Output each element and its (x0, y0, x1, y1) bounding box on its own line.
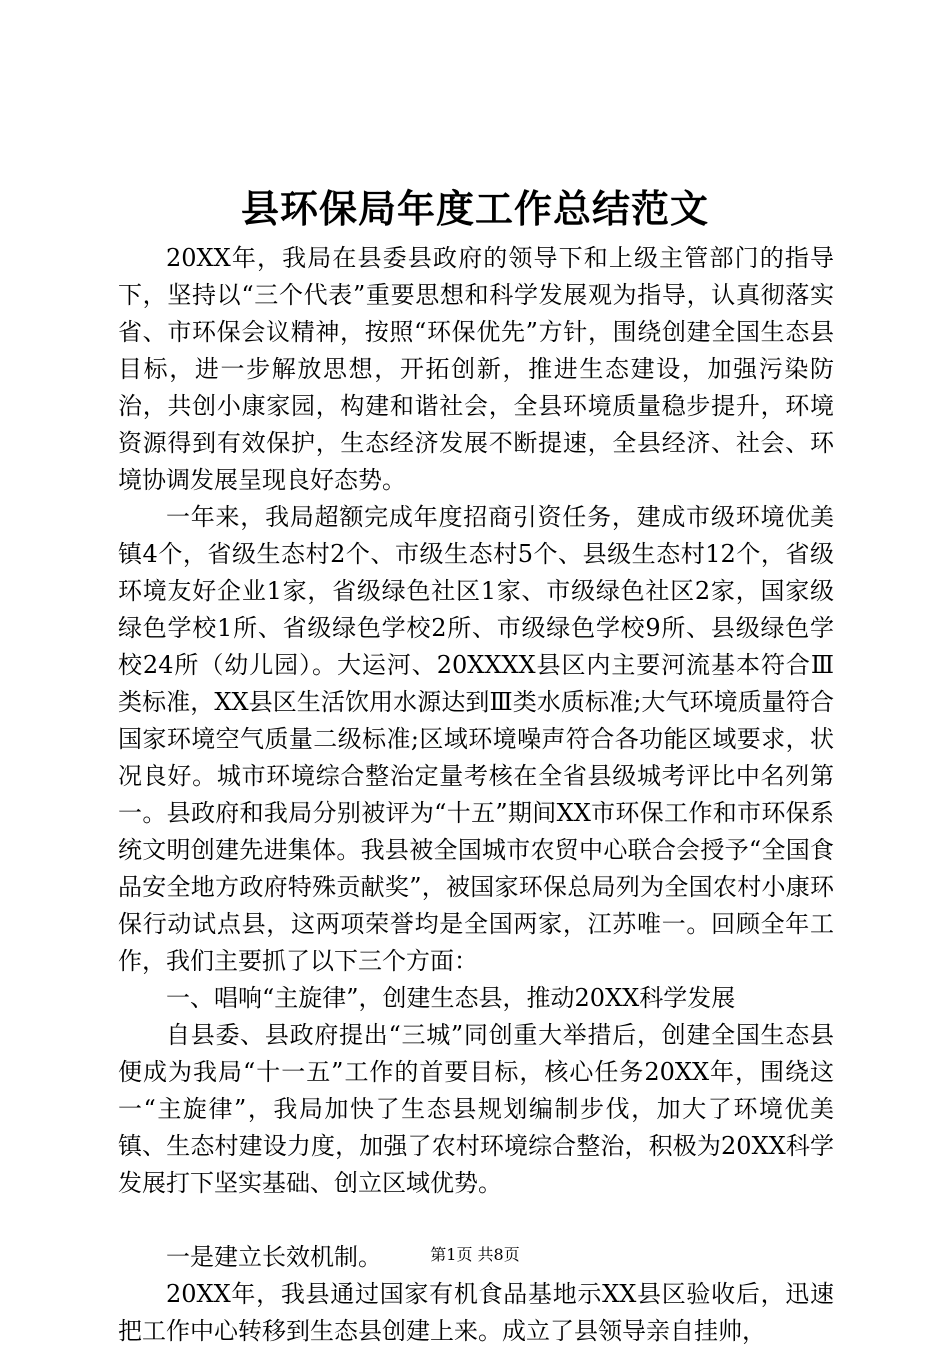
paragraph-mechanism: 20XX年，我县通过国家有机食品基地示XX县区验收后，迅速把工作中心转移到生态县创建上来。成立了县领导亲自挂帅， (118, 1280, 834, 1345)
paragraph-section-1: 自县委、县政府提出“三城”同创重大举措后，创建全国生态县便成为我局“十一五”工作的首要目标，核心任务20XX年，围绕这一“主旋律”，我局加快了生态县规划编制步伐，加大了环境优美镇、生态村建设力度，加强了农村环境综合整治，积极为20XX科学发展打下坚实基础、创立区域优势。 (118, 1021, 834, 1197)
subheading-mechanism: 一是建立长效机制。 (166, 1243, 382, 1271)
paragraph-achievements: 一年来，我局超额完成年度招商引资任务，建成市级环境优美镇4个，省级生态村2个、市级生态村5个、县级生态村12个，省级环境友好企业1家，省级绿色社区1家、市级绿色社区2家，国家级绿色学校1所、省级绿色学校2所、市级绿色学校9所、县级绿色学校24所（幼儿园）。大运河、20XXXX县区内主要河流基本符合Ⅲ类标准，XX县区生活饮用水源达到Ⅲ类水质标准;大气环境质量符合国家环境空气质量二级标准;区域环境噪声符合各功能区域要求，状况良好。城市环境综合整治定量考核在全省县级城考评比中名列第一。县政府和我局分别被评为“十五”期间XX市环保工作和市环保系统文明创建先进集体。我县被全国城市农贸中心联合会授予“全国食品安全地方政府特殊贡献奖”，被国家环保总局列为全国农村小康环保行动试点县，这两项荣誉均是全国两家，江苏唯一。回顾全年工作，我们主要抓了以下三个方面： (118, 503, 834, 975)
paragraph-gap (118, 1202, 834, 1239)
section-heading-1: 一、唱响“主旋律”，创建生态县，推动20XX科学发展 (166, 984, 736, 1012)
document-body (118, 240, 834, 1350)
page-footer: 第1页 共8页 (430, 1245, 520, 1264)
document-title: 县环保局年度工作总结范文 (240, 186, 709, 231)
paragraph-intro: 20XX年，我局在县委县政府的领导下和上级主管部门的指导下，坚持以“三个代表”重要思想和科学发展观为指导，认真彻落实省、市环保会议精神，按照“环保优先”方针，围绕创建全国生态县目标，进一步解放思想，开拓创新，推进生态建设，加强污染防治，共创小康家园，构建和谐社会，全县环境质量稳步提升，环境资源得到有效保护，生态经济发展不断提速，全县经济、社会、环境协调发展呈现良好态势。 (118, 244, 834, 494)
